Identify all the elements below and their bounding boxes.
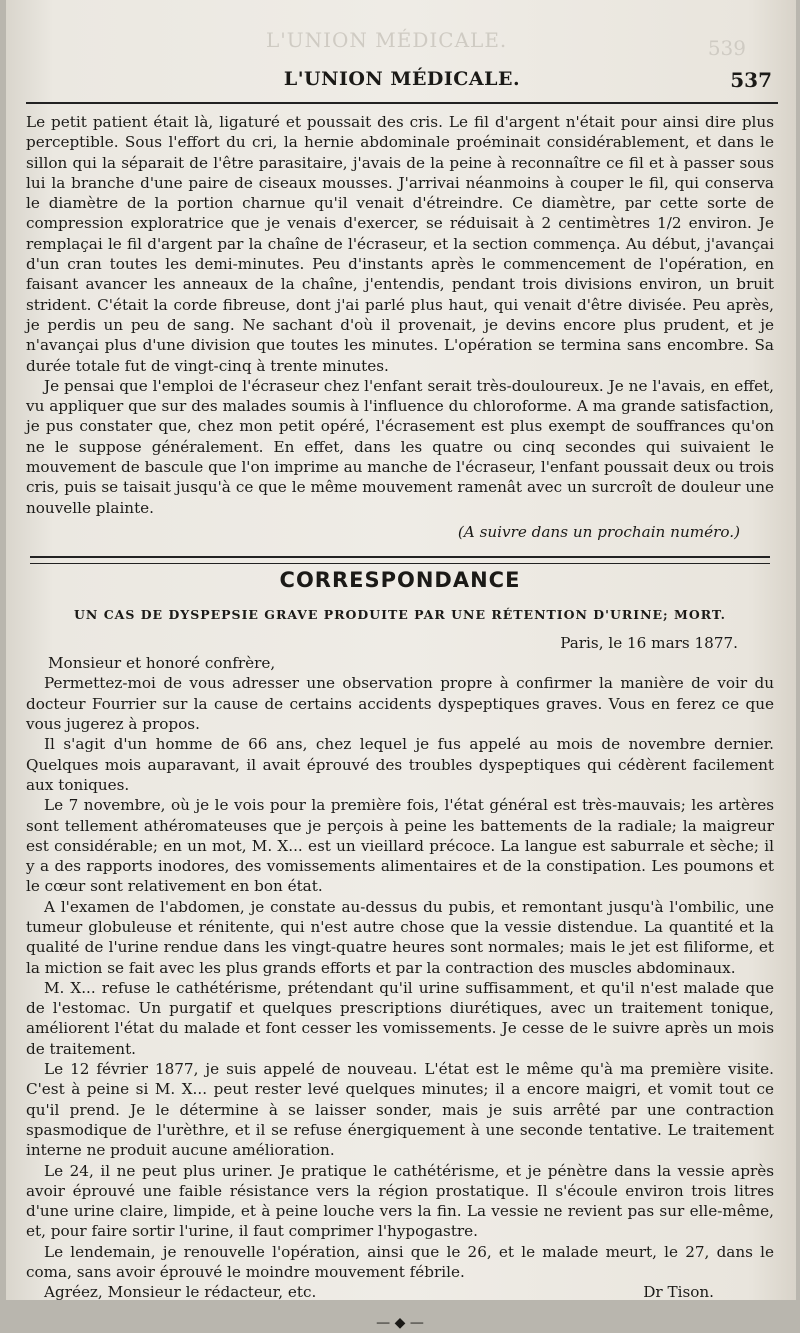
letter-salutation: Monsieur et honoré confrère, <box>48 654 276 673</box>
letter-dateline: Paris, le 16 mars 1877. <box>560 633 738 652</box>
letter-paragraph: M. X... refuse le cathétérisme, prétendant qu'il urine suffisamment, et qu'il n'est malade que de l'estomac. Un purgatif et quelques prescriptions diurétiques, avec un traitement tonique, améliorent l'état du malade et font cesser les vomissements. Je cesse de le suivre après un mois de traitement. <box>26 978 774 1058</box>
article-body <box>26 112 774 1333</box>
section-divider <box>30 556 770 564</box>
letter-paragraph: A l'examen de l'abdomen, je constate au-dessus du pubis, et remontant jusqu'à l'ombilic, une tumeur globuleuse et rénitente, qui n'est autre chose que la vessie distendue. La quantité et la qualité de l'urine rendue dans les vingt-quatre heures sont normales; mais le jet est filiforme, et la miction se fait avec les plus grands efforts et par la contraction des muscles abdominaux. <box>26 897 774 977</box>
running-title: L'UNION MÉDICALE. <box>283 68 521 90</box>
letter-signature: Dr Tison. <box>643 1283 714 1302</box>
bleed-through-page-number: 539 <box>707 36 746 60</box>
page-number: 537 <box>730 68 772 92</box>
bleed-through-header: L'UNION MÉDICALE. <box>266 28 508 52</box>
document-page <box>6 0 796 1331</box>
letter-paragraph: Le lendemain, je renouvelle l'opération, ainsi que le 26, et le malade meurt, le 27, dans le coma, sans avoir éprouvé le moindre mouvement fébrile. <box>26 1242 774 1282</box>
article-subtitle: UN CAS DE DYSPEPSIE GRAVE PRODUITE PAR UNE RÉTENTION D'URINE; MORT. <box>74 606 726 622</box>
letter-paragraph: Permettez-moi de vous adresser une observation propre à confirmer la manière de voir du docteur Fourrier sur la cause de certains accidents dyspeptiques graves. Vous en ferez ce que vous jugerez à propos. <box>26 674 774 734</box>
letter-paragraph: Le 24, il ne peut plus uriner. Je pratique le cathétérisme, et je pénètre dans la vessie après avoir éprouvé une faible résistance vers la région prostatique. Il s'écoule environ trois litres d'une urine claire, limpide, et à peine louche vers la fin. La vessie ne revient pas sur elle-même, et, pour faire sortir l'urine, il faut comprimer l'hypogastre. <box>26 1161 774 1241</box>
letter-closing-line <box>26 1282 774 1302</box>
to-be-continued-note: (A suivre dans un prochain numéro.) <box>457 522 740 541</box>
letter-paragraph: Le 12 février 1877, je suis appelé de nouveau. L'état est le même qu'à ma première visite. C'est à peine si M. X... peut rester levé quelques minutes; il a encore maigri, et vomit tout ce qu'il prend. Je le détermine à se laisser sonder, mais je suis arrêté par une contraction spasmodique de l'urèthre, et il se refuse énergiquement à une seconde tentative. Le traitement interne ne produit aucune amélioration. <box>26 1060 774 1160</box>
end-ornament: — ◆ — <box>376 1314 424 1331</box>
letter-paragraph: Le 7 novembre, où je le vois pour la première fois, l'état général est très-mauvais; les artères sont tellement athéromateuses que je perçois à peine les battements de la radiale; la maigreur est considérable; en un mot, M. X... est un vieillard précoce. La langue est saburrale et sèche; il y a des rapports inodores, des vomissements alimentaires et de la constipation. Les poumons et le cœur sont relativement en bon état. <box>26 796 774 896</box>
page-header <box>26 62 778 104</box>
section-title: CORRESPONDANCE <box>279 568 521 593</box>
letter-paragraph: Il s'agit d'un homme de 66 ans, chez lequel je fus appelé au mois de novembre dernier. Quelques mois auparavant, il avait éprouvé des troubles dyspeptiques qui cédèrent facilement aux toniques. <box>26 735 774 794</box>
letter-closing: Agréez, Monsieur le rédacteur, etc. <box>44 1283 317 1302</box>
paragraph: Le petit patient était là, ligaturé et poussait des cris. Le fil d'argent n'était pour ainsi dire plus perceptible. Sous l'effort du cri, la hernie abdominale proéminait considérablement, et dans le sillon qui la séparait de l'être parasitaire, j'avais de la peine à reconnaître ce fil et à passer sous lui la branche d'une paire de ciseaux mousses. J'arrivai néanmoins à couper le fil, qui conserva le diamètre de la portion charnue qu'il venait d'étreindre. Ce diamètre, par cette sorte de compression exploratrice que je venais d'exercer, se réduisait à 2 centimètres 1/2 environ. Je remplaçai le fil d'argent par la chaîne de l'écraseur, et la section commença. Au début, j'avançai d'un cran toutes les demi-minutes. Peu d'instants après le commencement de l'opération, en faisant avancer les anneaux de la chaîne, j'entendis, pendant trois divisions environ, un bruit strident. C'était la corde fibreuse, dont j'ai parlé plus haut, qui venait d'être divisée. Peu après, je perdis un peu de sang. Ne sachant d'où il provenait, je devins encore plus prudent, et je n'avançai plus d'une division que toutes les minutes. L'opération se termina sans encombre. Sa durée totale fut de vingt-cinq à trente minutes. <box>26 113 774 375</box>
paragraph: Je pensai que l'emploi de l'écraseur chez l'enfant serait très-douloureux. Je ne l'avais, en effet, vu appliquer que sur des malades soumis à l'influence du chloroforme. A ma grande satisfaction, je pus constater que, chez mon petit opéré, l'écrasement est plus exempt de souffrances qu'on ne le suppose généralement. En effet, dans les quatre ou cinq secondes qui suivaient le mouvement de bascule que l'on imprime au manche de l'écraseur, l'enfant poussait deux ou trois cris, puis se taisait jusqu'à ce que le même mouvement ramenât avec un surcroît de douleur une nouvelle plainte. <box>26 376 774 517</box>
